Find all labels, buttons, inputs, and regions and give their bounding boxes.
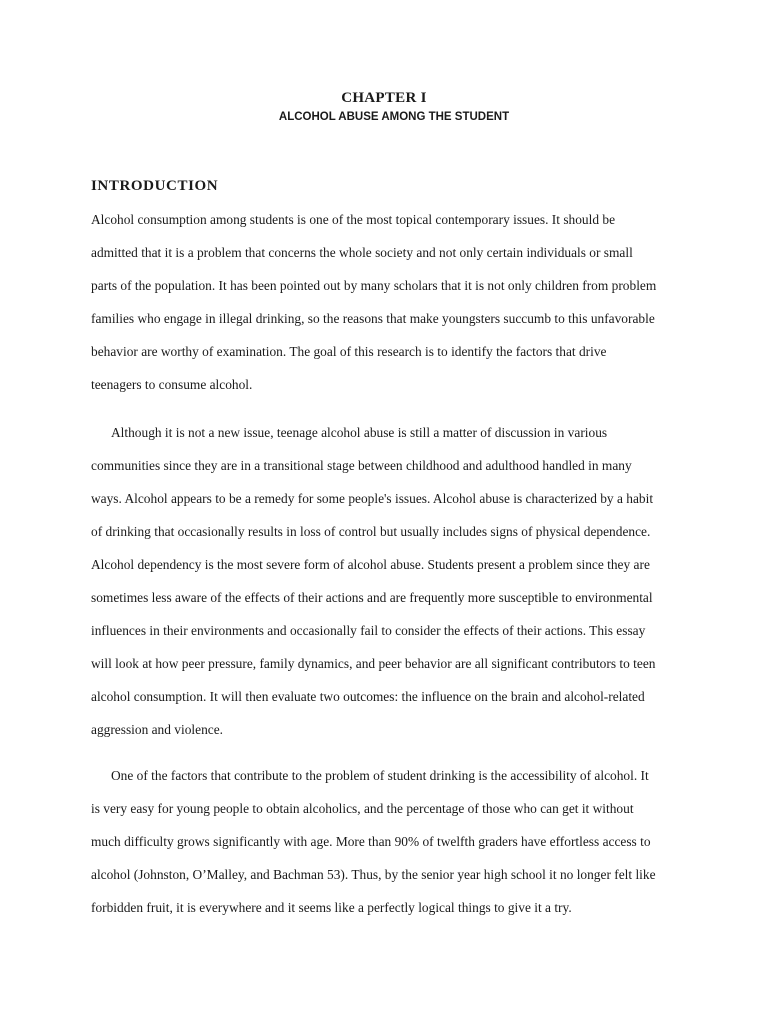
paragraph-line: Alcohol dependency is the most severe form of alcohol abuse. Students present a problem since they are bbox=[91, 557, 650, 572]
paragraph-line: families who engage in illegal drinking, so the reasons that make youngsters succumb to this unfavorable bbox=[91, 311, 655, 326]
section-heading: INTRODUCTION bbox=[91, 178, 219, 194]
paragraph-line: admitted that it is a problem that concerns the whole society and not only certain individuals or small bbox=[91, 245, 633, 260]
paragraph-line: parts of the population. It has been pointed out by many scholars that it is not only children from problem bbox=[91, 278, 657, 293]
paragraph-line: Although it is not a new issue, teenage alcohol abuse is still a matter of discussion in various bbox=[111, 425, 608, 440]
paragraph-line: teenagers to consume alcohol. bbox=[91, 377, 253, 392]
paragraph-line: will look at how peer pressure, family dynamics, and peer behavior are all significant contributors to teen bbox=[91, 656, 656, 671]
paragraph-line: alcohol consumption. It will then evaluate two outcomes: the influence on the brain and alcohol-related bbox=[91, 689, 645, 704]
chapter-subtitle: ALCOHOL ABUSE AMONG THE STUDENT bbox=[278, 111, 510, 123]
paragraph-line: behavior are worthy of examination. The goal of this research is to identify the factors that drive bbox=[91, 344, 607, 359]
paragraph-line: Alcohol consumption among students is one of the most topical contemporary issues. It should be bbox=[91, 212, 616, 227]
paragraph-line: communities since they are in a transitional stage between childhood and adulthood handled in many bbox=[91, 458, 632, 473]
paragraph-line: alcohol (Johnston, O’Malley, and Bachman 53). Thus, by the senior year high school it no longer felt like bbox=[91, 867, 656, 882]
paragraph-line: influences in their environments and occasionally fail to consider the effects of their actions. This essay bbox=[91, 623, 646, 638]
paragraph-line: aggression and violence. bbox=[91, 722, 224, 737]
paragraph-line: forbidden fruit, it is everywhere and it seems like a perfectly logical things to give it a try. bbox=[91, 900, 572, 915]
paragraph-line: of drinking that occasionally results in loss of control but usually includes signs of physical dependence. bbox=[91, 524, 651, 539]
paragraph-line: is very easy for young people to obtain alcoholics, and the percentage of those who can get it without bbox=[91, 801, 634, 816]
chapter-title: CHAPTER I bbox=[341, 90, 427, 106]
paragraph-line: One of the factors that contribute to the problem of student drinking is the accessibility of alcohol. It bbox=[111, 768, 649, 783]
paragraph-line: much difficulty grows significantly with age. More than 90% of twelfth graders have effortless access to bbox=[91, 834, 651, 849]
paragraph-line: sometimes less aware of the effects of their actions and are frequently more susceptible to environmental bbox=[91, 590, 653, 605]
paragraph-line: ways. Alcohol appears to be a remedy for some people's issues. Alcohol abuse is characterized by a habit bbox=[91, 491, 654, 506]
